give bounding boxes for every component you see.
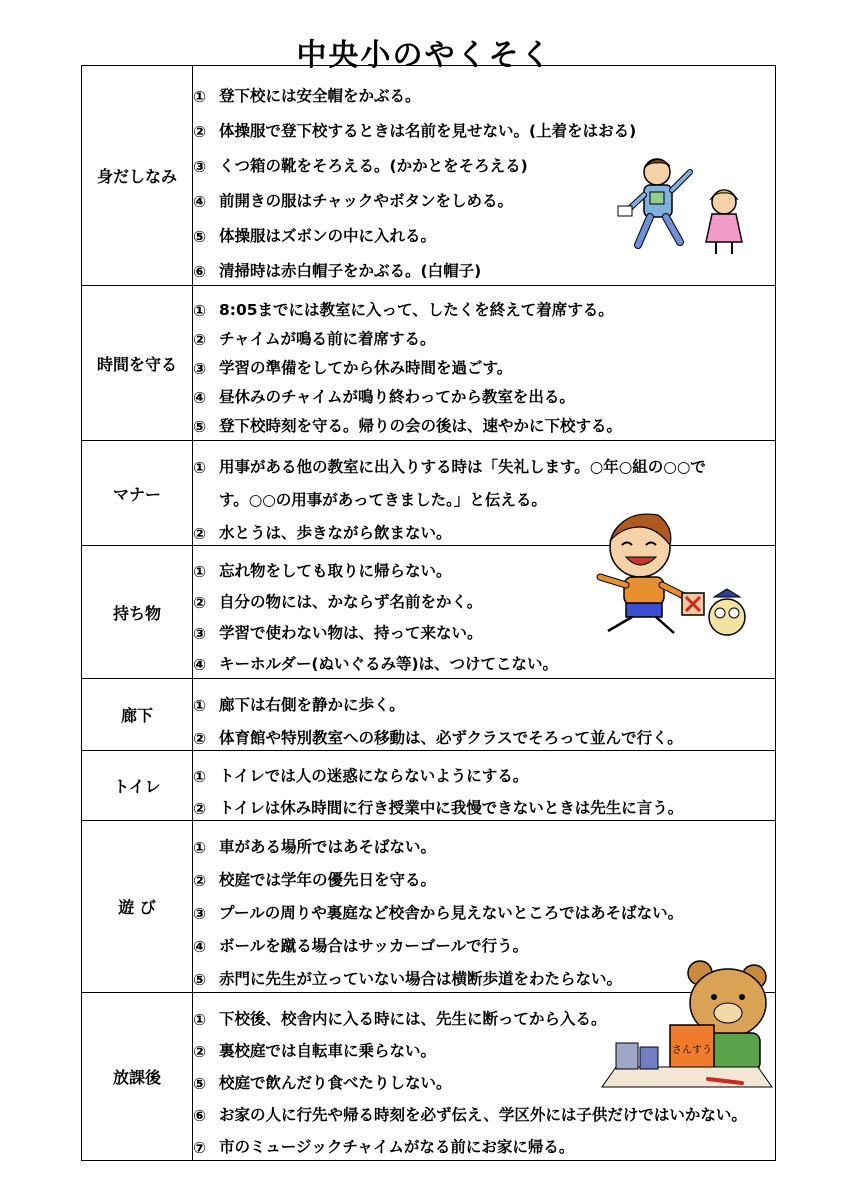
rule-text: 8:05までには教室に入って、したくを終えて着席する。 [219,300,614,319]
rule-text: 廊下は右側を静かに歩く。 [219,695,405,714]
rule-item [193,857,775,890]
rule-number: ① [193,301,207,320]
rule-text: 登下校時刻を守る。帰りの会の後は、速やかに下校する。 [219,416,623,435]
rule-number: ② [193,122,207,141]
section-category: 廊下 [82,679,193,751]
rule-item [193,754,775,786]
rule-text: トイレでは人の迷惑にならないようにする。 [219,766,529,785]
rule-number: ② [193,872,207,890]
section-category: 放課後 [82,993,193,1161]
rule-number: ③ [193,359,207,378]
rule-text: キーホルダー(ぬいぐるみ等)は、つけてこない。 [219,655,559,673]
walking-children-illustration [612,150,762,260]
rule-text: 忘れ物をしても取りに帰らない。 [219,562,452,580]
rule-number: ④ [193,192,207,211]
page-title: 中央小のやくそく [296,38,553,73]
bear-reading-illustration [596,955,776,1095]
rule-text: 前開きの服はチャックやボタンをしめる。 [219,191,514,210]
rule-text: チャイムが鳴る前に着席する。 [219,329,436,348]
rule-text: 学習で使わない物は、持って来ない。 [219,624,483,642]
rule-item [193,786,775,818]
rule-section [82,751,776,821]
section-category: トイレ [82,751,193,821]
rule-item [193,378,775,407]
rule-number: ⑤ [193,417,207,436]
rule-item [193,444,775,477]
rule-text: 体操服で登下校するときは名前を見せない。(上着をはおる) [219,121,637,140]
rule-number: ② [193,729,207,748]
rule-item [193,824,775,857]
rule-item [193,106,775,141]
rule-text: 清掃時は赤白帽子をかぶる。(白帽子) [219,261,482,280]
rule-text: 自分の物には、かならず名前をかく。 [219,593,483,611]
section-category: 時間を守る [82,286,193,441]
rule-number: ⑤ [193,1074,207,1093]
rule-text: お家の人に行先や帰る時刻を必ず伝え、学区外には子供だけではいかない。 [219,1105,747,1124]
rule-section [82,286,776,441]
section-category: マナー [82,441,193,546]
rule-number: ③ [193,905,207,923]
rule-number: ⑤ [193,971,207,989]
rule-item [193,682,775,715]
rule-number: ② [193,524,207,543]
rule-text: トイレは休み時間に行き授業中に我慢できないときは先生に言う。 [219,798,684,817]
section-items [193,679,776,751]
rule-item [193,349,775,378]
section-items [193,751,776,821]
rule-text: ボールを蹴る場合はサッカーゴールで行う。 [219,937,529,955]
rule-item [193,643,775,674]
rule-item [193,291,775,320]
rule-number: ③ [193,157,207,176]
rule-number: ② [193,594,207,612]
rule-number: ⑦ [193,1138,207,1157]
rule-text: 学習の準備をしてから休み時間を過ごす。 [219,358,513,377]
running-boy-illustration [582,505,762,640]
rule-text: 校庭で飲んだり食べたりしない。 [219,1073,452,1092]
rule-number: ④ [193,388,207,407]
rule-text: プールの周りや裏庭など校舎から見えないところではあそばない。 [219,904,684,922]
rule-text: 用事がある他の教室に出入りする時は「失礼します。○年○組の○○で [219,457,706,476]
section-items [193,286,776,441]
rule-item [193,1125,775,1157]
rule-number: ① [193,458,207,477]
rule-number: ⑥ [193,1106,207,1125]
rule-number: ① [193,767,207,786]
rule-text: 登下校には安全帽をかぶる。 [219,86,421,105]
rule-number: ⑤ [193,227,207,246]
rule-text: す。○○の用事があってきました。」と伝える。 [219,490,547,509]
rule-text: 昼休みのチャイムが鳴り終わってから教室を出る。 [219,387,575,406]
rule-text: 校庭では学年の優先日を守る。 [219,871,437,889]
rule-item [193,1093,775,1125]
rule-item [193,320,775,349]
rule-section [82,679,776,751]
rule-number: ② [193,799,207,818]
rule-text: 水とうは、歩きながら飲まない。 [219,523,452,542]
rule-number: ① [193,839,207,857]
rule-number: ① [193,563,207,581]
rule-number: ③ [193,625,207,643]
rule-item [193,890,775,923]
rule-number: ② [193,330,207,349]
section-category: 遊 び [82,821,193,993]
rule-text: 市のミュージックチャイムがなる前にお家に帰る。 [219,1137,575,1156]
rule-number: ① [193,696,207,715]
rule-item [193,71,775,106]
rule-item [193,715,775,748]
rule-number: ② [193,1042,207,1061]
rule-text: くつ箱の靴をそろえる。(かかとをそろえる) [219,156,528,175]
rule-number: ① [193,1010,207,1029]
rule-number: ⑥ [193,262,207,281]
rule-text: 裏校庭では自転車に乗らない。 [219,1041,437,1060]
section-category: 持ち物 [82,546,193,679]
rule-number: ④ [193,656,207,674]
rule-item [193,923,775,956]
rule-text: 赤門に先生が立っていない場合は横断歩道をわたらない。 [219,970,623,988]
rule-text: 体操服はズボンの中に入れる。 [219,226,437,245]
rule-text: 車がある場所ではあそばない。 [219,838,437,856]
rule-number: ① [193,87,207,106]
rule-number: ④ [193,938,207,956]
rule-text: 体育館や特別教室への移動は、必ずクラスでそろって並んで行く。 [219,728,683,747]
book-title: さんすう [672,1045,712,1056]
section-category: 身だしなみ [82,66,193,286]
rule-text: 下校後、校舎内に入る時には、先生に断ってから入る。 [219,1009,607,1028]
rule-item [193,407,775,436]
